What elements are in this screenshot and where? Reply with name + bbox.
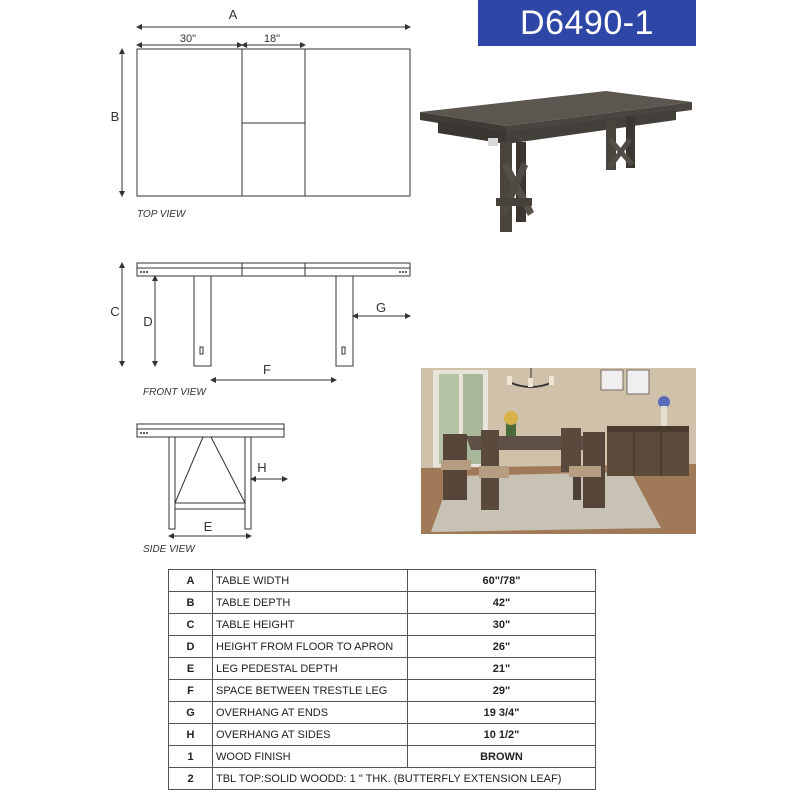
side-apron [137,429,284,437]
label-g: G [375,300,387,315]
spec-label: OVERHANG AT SIDES [213,724,408,746]
spec-key: A [169,570,213,592]
side-post-left [169,437,175,529]
spec-label: WOOD FINISH [213,746,408,768]
label-18in: 18" [263,33,281,45]
top-view-caption: TOP VIEW [137,209,186,220]
side-hardware-dots [140,432,148,434]
label-c: C [110,304,120,319]
front-apron [137,268,410,276]
spec-key: C [169,614,213,636]
spec-key: D [169,636,213,658]
table-row [169,680,596,702]
label-h: H [257,460,267,475]
side-post-right [245,437,251,529]
front-tabletop [137,263,410,268]
spec-table [168,569,596,790]
spec-key: H [169,724,213,746]
table-row [169,636,596,658]
table-row [169,592,596,614]
spec-key: B [169,592,213,614]
dining-room-photo [421,368,696,534]
spec-label: HEIGHT FROM FLOOR TO APRON [213,636,408,658]
label-f: F [263,362,271,377]
spec-key: G [169,702,213,724]
label-e: E [203,519,213,534]
spec-label: TABLE HEIGHT [213,614,408,636]
side-view-caption: SIDE VIEW [143,544,195,555]
label-d: D [143,314,153,329]
spec-key: 1 [169,746,213,768]
spec-value: 21" [408,658,596,680]
side-stretcher [175,503,245,509]
spec-value: 60"/78" [408,570,596,592]
spec-label: TABLE WIDTH [213,570,408,592]
front-view-caption: FRONT VIEW [143,387,206,398]
spec-label: TABLE DEPTH [213,592,408,614]
table-photo [416,86,696,236]
side-braces [175,437,245,503]
table-row [169,658,596,680]
spec-label: OVERHANG AT ENDS [213,702,408,724]
label-a: A [228,7,238,22]
spec-label: SPACE BETWEEN TRESTLE LEG [213,680,408,702]
table-row [169,768,596,790]
model-number: D6490-1 [520,3,654,42]
spec-value: 10 1/2" [408,724,596,746]
spec-key: 2 [169,768,213,790]
spec-label: TBL TOP:SOLID WOODD: 1 " THK. (BUTTERFLY EXTENSION LEAF) [213,768,596,790]
table-row [169,724,596,746]
table-row [169,746,596,768]
table-row [169,570,596,592]
spec-value: 30" [408,614,596,636]
spec-key: F [169,680,213,702]
spec-value: 42" [408,592,596,614]
spec-label: LEG PEDESTAL DEPTH [213,658,408,680]
spec-value: BROWN [408,746,596,768]
side-tabletop [137,424,284,429]
table-row [169,702,596,724]
label-30in: 30" [179,33,197,45]
label-b: B [110,109,120,124]
table-row [169,614,596,636]
spec-value: 29" [408,680,596,702]
top-view [122,27,410,196]
front-hardware-dots [140,271,407,273]
spec-value: 26" [408,636,596,658]
spec-value: 19 3/4" [408,702,596,724]
spec-key: E [169,658,213,680]
